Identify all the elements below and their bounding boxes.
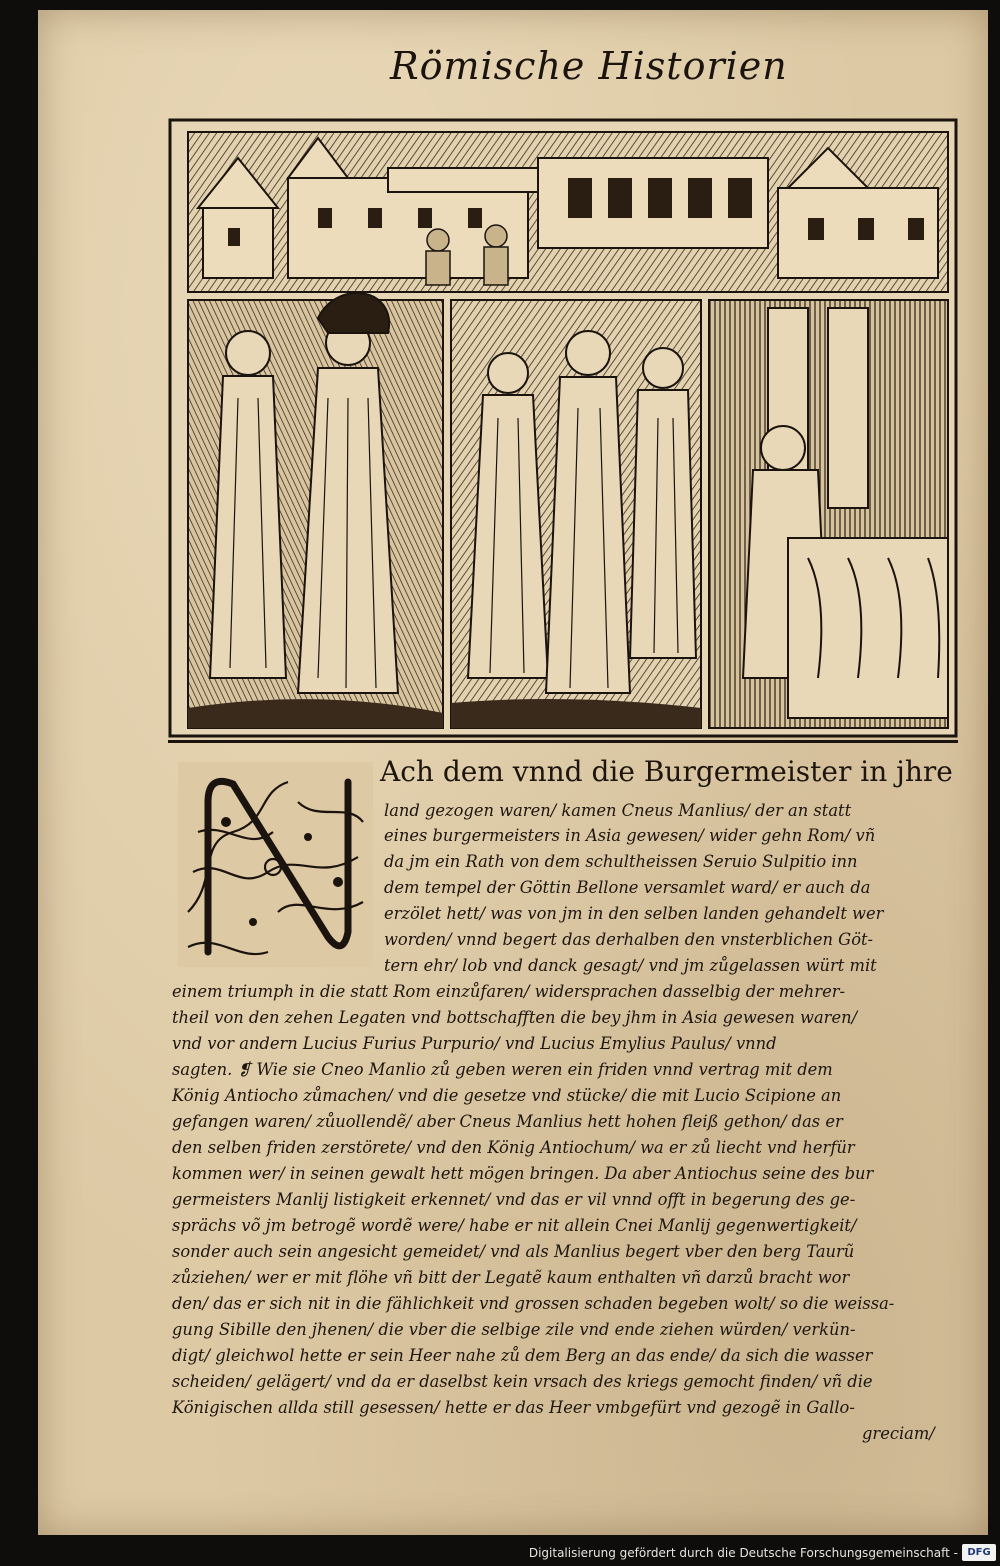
text-line: den/ das er sich nit in die fählichkeit vnd grossen schaden begeben wolt/ so die weissa-: [172, 1294, 895, 1313]
text-line: sonder auch sein angesicht gemeidet/ vnd als Manlius begert vber den berg Taurũ: [172, 1242, 855, 1261]
text-line: dem tempel der Göttin Bellone versamlet ward/ er auch da: [384, 878, 871, 897]
text-line: einem triumph in die statt Rom einzůfaren/ widersprachen dasselbig der mehrer-: [172, 982, 845, 1001]
text-line: Königischen allda still gesessen/ hette er das Heer vmbgefürt vnd gezogẽ in Gallo-: [172, 1398, 855, 1417]
text-line: eines burgermeisters in Asia gewesen/ wider gehn Rom/ vñ: [384, 826, 876, 845]
footer-bar: [0, 1540, 1000, 1566]
text-line: scheiden/ gelägert/ vnd da er daselbst kein vrsach des kriegs gemocht finden/ vñ die: [172, 1372, 873, 1391]
text-line: gefangen waren/ zůuollendẽ/ aber Cneus Manlius hett hohen fleiß gethon/ das er: [172, 1112, 843, 1131]
text-line: theil von den zehen Legaten vnd bottschafften die bey jhm in Asia gewesen waren/: [172, 1008, 858, 1027]
woodcut-illustration: [168, 118, 958, 738]
text-line: tern ehr/ lob vnd danck gesagt/ vnd jm zůgelassen würt mit: [384, 956, 877, 975]
text-line: germeisters Manlij listigkeit erkennet/ vnd das er vil vnnd offt in begerung des ge-: [172, 1190, 856, 1209]
text-line: kommen wer/ in seinen gewalt hett mögen bringen. Da aber Antiochus seine des bur: [172, 1164, 874, 1183]
text-line: gung Sibille den jhenen/ die vber die selbige zile vnd ende ziehen würden/ verkün-: [172, 1320, 856, 1339]
text-line: greciam/: [862, 1424, 935, 1443]
dfg-logo: DFG: [962, 1544, 996, 1561]
text-line: König Antiocho zůmachen/ vnd die gesetze vnd stücke/ die mit Lucio Scipione an: [172, 1086, 842, 1105]
text-line: den selben friden zerstörete/ vnd den König Antiochum/ wa er zů liecht vnd herfür: [172, 1138, 855, 1157]
text-line: zůziehen/ wer er mit flöhe vñ bitt der Legatẽ kaum enthalten vñ darzů bracht wor: [172, 1268, 850, 1287]
footer-credit: Digitalisierung gefördert durch die Deutsche Forschungsgemeinschaft -: [528, 1546, 958, 1560]
decorated-initial-n: [178, 762, 373, 967]
text-line: sprächs võ jm betrogẽ wordẽ were/ habe er nit allein Cnei Manlij gegenwertigkeit/: [172, 1216, 857, 1235]
text-line: sagten. ❡ Wie sie Cneo Manlio zů geben weren ein friden vnnd vertrag mit dem: [172, 1060, 833, 1079]
text-line: Ach dem vnnd die Burgermeister in jhre: [380, 755, 953, 788]
text-line: erzölet hett/ was von jm in den selben landen gehandelt wer: [384, 904, 884, 923]
separator-rule: [168, 740, 958, 743]
text-line: vnd vor andern Lucius Furius Purpurio/ vnd Lucius Emylius Paulus/ vnnd: [172, 1034, 777, 1053]
text-line: worden/ vnnd begert das derhalben den vnsterblichen Göt-: [384, 930, 874, 949]
text-line: land gezogen waren/ kamen Cneus Manlius/ der an statt: [384, 801, 852, 820]
text-line: digt/ gleichwol hette er sein Heer nahe zů dem Berg an das ende/ da sich die wasser: [172, 1346, 873, 1365]
text-line: da jm ein Rath von dem schultheissen Seruio Sulpitio inn: [384, 852, 858, 871]
running-title: Römische Historien: [390, 44, 788, 88]
